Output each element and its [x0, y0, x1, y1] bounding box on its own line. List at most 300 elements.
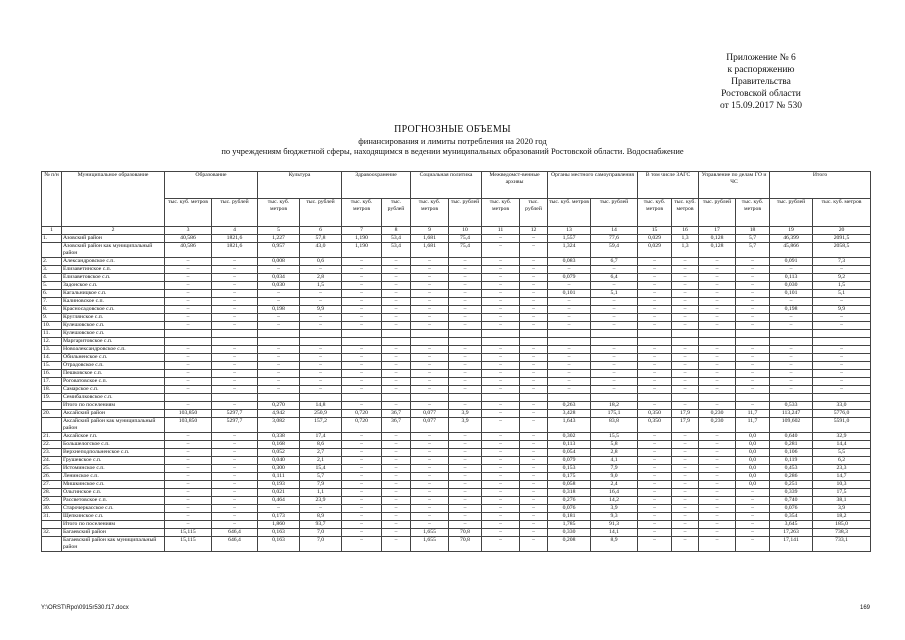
value-cell: – — [699, 362, 736, 370]
row-municipality-name: Истоминское с.п. — [62, 465, 165, 473]
value-cell — [770, 338, 813, 346]
value-cell: – — [699, 322, 736, 330]
value-cell: – — [258, 505, 300, 513]
value-cell: – — [699, 529, 736, 537]
value-cell: 5297,7 — [212, 410, 258, 418]
row-municipality-name: Итого по поселениям — [62, 521, 165, 529]
value-cell — [548, 394, 591, 402]
value-cell: – — [736, 282, 770, 290]
table-row — [42, 354, 871, 362]
value-cell: – — [520, 457, 548, 465]
value-cell: – — [638, 282, 672, 290]
value-cell: – — [165, 266, 212, 274]
value-cell: 0,106 — [770, 449, 813, 457]
row-municipality-name: Багаевский район — [62, 529, 165, 537]
row-number: 17. — [42, 378, 62, 386]
value-cell: – — [342, 290, 382, 298]
table-row — [42, 338, 871, 346]
value-cell: – — [342, 481, 382, 489]
value-cell: – — [165, 362, 212, 370]
value-cell: – — [520, 481, 548, 489]
value-cell: – — [813, 322, 871, 330]
value-cell: – — [382, 473, 411, 481]
value-cell: – — [165, 481, 212, 489]
value-cell: – — [770, 370, 813, 378]
value-cell: 7,0 — [300, 537, 342, 552]
header-zags: В том числе ЗАГС — [638, 172, 699, 199]
value-cell: 103,850 — [165, 410, 212, 418]
value-cell: – — [165, 457, 212, 465]
value-cell: – — [672, 378, 699, 386]
value-cell — [411, 394, 449, 402]
value-cell: 3,9 — [449, 418, 482, 433]
value-cell: 53,4 — [382, 243, 411, 258]
value-cell: 4,1 — [591, 457, 638, 465]
value-cell: – — [699, 402, 736, 410]
value-cell: – — [699, 354, 736, 362]
value-cell: 15,115 — [165, 529, 212, 537]
row-number: 21. — [42, 433, 62, 441]
value-cell: – — [342, 513, 382, 521]
value-cell: 10,3 — [813, 481, 871, 489]
column-number-cell: 10 — [449, 227, 482, 235]
value-cell: 0,453 — [770, 465, 813, 473]
value-cell: – — [520, 243, 548, 258]
value-cell: – — [212, 258, 258, 266]
value-cell: – — [165, 386, 212, 394]
row-municipality-name: Аксайский район — [62, 410, 165, 418]
value-cell: 5,7 — [736, 235, 770, 243]
column-number-cell: 20 — [813, 227, 871, 235]
table-row — [42, 274, 871, 282]
value-cell — [638, 394, 672, 402]
value-cell: 11,7 — [736, 418, 770, 433]
value-cell: – — [482, 481, 520, 489]
value-cell: – — [520, 449, 548, 457]
row-municipality-name: Кулешовское с.п. — [62, 322, 165, 330]
row-number: 15. — [42, 362, 62, 370]
value-cell: 0,079 — [548, 457, 591, 465]
value-cell: – — [382, 298, 411, 306]
value-cell: – — [165, 402, 212, 410]
value-cell: – — [638, 354, 672, 362]
value-cell: – — [638, 513, 672, 521]
unit-header-cell: тыс. рублей — [699, 199, 736, 227]
value-cell: – — [411, 282, 449, 290]
unit-header-cell: тыс. куб. метров — [736, 199, 770, 227]
value-cell: – — [482, 513, 520, 521]
table-row — [42, 394, 871, 402]
value-cell: – — [672, 402, 699, 410]
value-cell: 0,0 — [736, 433, 770, 441]
value-cell: – — [482, 258, 520, 266]
value-cell: – — [449, 457, 482, 465]
value-cell: 5,8 — [591, 441, 638, 449]
value-cell: – — [520, 441, 548, 449]
unit-header-cell: тыс. куб. метров — [258, 199, 300, 227]
header-municipality: Муниципальное образование — [62, 172, 165, 227]
value-cell: 0,957 — [258, 243, 300, 258]
row-municipality-name: Роговатовское с.п. — [62, 378, 165, 386]
value-cell: 646,4 — [212, 537, 258, 552]
value-cell: – — [736, 274, 770, 282]
value-cell: – — [300, 290, 342, 298]
value-cell: – — [699, 370, 736, 378]
value-cell: – — [520, 418, 548, 433]
value-cell: – — [699, 521, 736, 529]
value-cell: – — [342, 402, 382, 410]
value-cell: – — [449, 354, 482, 362]
value-cell: 0,0 — [736, 473, 770, 481]
value-cell: 36,7 — [382, 418, 411, 433]
value-cell: – — [258, 354, 300, 362]
appendix-line: к распоряжению — [727, 65, 795, 75]
value-cell: – — [736, 370, 770, 378]
value-cell — [591, 330, 638, 338]
value-cell: – — [699, 481, 736, 489]
value-cell — [342, 394, 382, 402]
value-cell: 0,128 — [699, 243, 736, 258]
value-cell: 0,300 — [258, 465, 300, 473]
document-title — [0, 124, 905, 156]
value-cell: – — [382, 370, 411, 378]
value-cell: – — [165, 473, 212, 481]
value-cell: – — [591, 266, 638, 274]
value-cell: 1,681 — [411, 243, 449, 258]
table-row — [42, 513, 871, 521]
value-cell — [638, 330, 672, 338]
value-cell: 0,339 — [770, 489, 813, 497]
value-cell: 70,8 — [449, 537, 482, 552]
value-cell: – — [699, 513, 736, 521]
value-cell: – — [699, 457, 736, 465]
value-cell — [699, 394, 736, 402]
row-municipality-name: Круглянское с.п. — [62, 314, 165, 322]
value-cell: 185,0 — [813, 521, 871, 529]
value-cell: – — [342, 354, 382, 362]
value-cell: 0,101 — [548, 290, 591, 298]
value-cell: 9,3 — [591, 513, 638, 521]
value-cell: – — [736, 258, 770, 266]
unit-header-cell: тыс. куб. метров — [342, 199, 382, 227]
value-cell: – — [165, 346, 212, 354]
row-municipality-name: Красносадовское с.п. — [62, 306, 165, 314]
value-cell: – — [638, 481, 672, 489]
value-cell: – — [449, 362, 482, 370]
value-cell — [382, 330, 411, 338]
table-row — [42, 497, 871, 505]
value-cell: – — [449, 306, 482, 314]
value-cell: – — [212, 441, 258, 449]
value-cell: – — [382, 322, 411, 330]
value-cell: – — [638, 362, 672, 370]
value-cell: – — [482, 537, 520, 552]
value-cell: – — [770, 386, 813, 394]
value-cell: – — [736, 513, 770, 521]
value-cell: – — [258, 266, 300, 274]
value-cell: 0,029 — [638, 235, 672, 243]
value-cell: 77,6 — [591, 235, 638, 243]
value-cell: – — [672, 258, 699, 266]
value-cell: 157,2 — [300, 418, 342, 433]
value-cell: 5,7 — [300, 473, 342, 481]
value-cell: – — [482, 497, 520, 505]
value-cell: – — [258, 370, 300, 378]
value-cell: – — [482, 410, 520, 418]
value-cell: – — [699, 465, 736, 473]
value-cell: 0,119 — [770, 457, 813, 465]
value-cell: – — [813, 370, 871, 378]
value-cell: 2058,5 — [813, 243, 871, 258]
value-cell: – — [342, 433, 382, 441]
value-cell: – — [382, 497, 411, 505]
value-cell: – — [672, 521, 699, 529]
value-cell: 0,168 — [258, 441, 300, 449]
value-cell: – — [342, 473, 382, 481]
value-cell: – — [736, 298, 770, 306]
value-cell — [258, 330, 300, 338]
value-cell: – — [638, 386, 672, 394]
value-cell: – — [449, 290, 482, 298]
value-cell: – — [638, 473, 672, 481]
value-cell: 2091,5 — [813, 235, 871, 243]
value-cell: – — [736, 362, 770, 370]
row-number: 3. — [42, 266, 62, 274]
value-cell: 0,030 — [770, 282, 813, 290]
value-cell: 4,942 — [258, 410, 300, 418]
value-cell: – — [520, 473, 548, 481]
value-cell: – — [672, 266, 699, 274]
value-cell: 2,8 — [591, 449, 638, 457]
value-cell: – — [212, 370, 258, 378]
unit-header-cell: тыс. куб. метров — [165, 199, 212, 227]
value-cell: 2,7 — [300, 449, 342, 457]
row-number: 19. — [42, 394, 62, 402]
row-municipality-name: Щепкинское с.п. — [62, 513, 165, 521]
value-cell: 0,0 — [736, 481, 770, 489]
value-cell: 3,9 — [449, 410, 482, 418]
column-number-cell: 8 — [382, 227, 411, 235]
value-cell: 83,8 — [591, 418, 638, 433]
value-cell: – — [382, 489, 411, 497]
value-cell: 0,0 — [736, 465, 770, 473]
value-cell: – — [411, 489, 449, 497]
value-cell: – — [342, 457, 382, 465]
value-cell: 17,263 — [770, 529, 813, 537]
value-cell: – — [342, 449, 382, 457]
value-cell: – — [411, 402, 449, 410]
value-cell: – — [770, 266, 813, 274]
value-cell: 59,4 — [591, 243, 638, 258]
value-cell: – — [165, 282, 212, 290]
value-cell: 2,8 — [300, 274, 342, 282]
value-cell: – — [165, 290, 212, 298]
value-cell: – — [212, 505, 258, 513]
value-cell: – — [411, 473, 449, 481]
value-cell: – — [258, 386, 300, 394]
page-number: 169 — [859, 605, 870, 611]
value-cell: – — [165, 258, 212, 266]
value-cell: 6,7 — [591, 258, 638, 266]
value-cell: – — [520, 314, 548, 322]
column-number-row — [42, 227, 871, 235]
value-cell — [411, 330, 449, 338]
value-cell — [672, 394, 699, 402]
value-cell: 0,040 — [258, 457, 300, 465]
row-number: 5. — [42, 282, 62, 290]
value-cell: – — [548, 370, 591, 378]
row-number — [42, 521, 62, 529]
value-cell: – — [411, 449, 449, 457]
value-cell: 1,643 — [548, 418, 591, 433]
value-cell: – — [736, 266, 770, 274]
value-cell: – — [770, 346, 813, 354]
value-cell: – — [300, 505, 342, 513]
row-municipality-name: Старочеркасское с.п. — [62, 505, 165, 513]
value-cell: – — [672, 433, 699, 441]
value-cell — [813, 338, 871, 346]
value-cell — [736, 394, 770, 402]
row-number — [42, 418, 62, 433]
value-cell: – — [382, 290, 411, 298]
value-cell: 43,0 — [300, 243, 342, 258]
value-cell: – — [813, 266, 871, 274]
table-row — [42, 290, 871, 298]
row-municipality-name: Обильненское с.п. — [62, 354, 165, 362]
value-cell: 1,655 — [411, 529, 449, 537]
value-cell: – — [382, 258, 411, 266]
value-cell: – — [548, 306, 591, 314]
value-cell: – — [736, 402, 770, 410]
value-cell: 2,4 — [591, 481, 638, 489]
column-number-cell: 6 — [300, 227, 342, 235]
value-cell: 0,175 — [548, 473, 591, 481]
table-row — [42, 410, 871, 418]
value-cell — [258, 394, 300, 402]
value-cell — [699, 330, 736, 338]
value-cell: – — [411, 346, 449, 354]
row-number: 6. — [42, 290, 62, 298]
value-cell: 8,9 — [591, 537, 638, 552]
value-cell: – — [165, 354, 212, 362]
value-cell: – — [672, 513, 699, 521]
value-cell: – — [736, 505, 770, 513]
value-cell — [770, 394, 813, 402]
column-number-cell: 5 — [258, 227, 300, 235]
value-cell: – — [482, 274, 520, 282]
value-cell: 9,9 — [813, 306, 871, 314]
value-cell — [258, 338, 300, 346]
value-cell: – — [672, 481, 699, 489]
row-municipality-name: Кагальницкое с.п. — [62, 290, 165, 298]
table-row — [42, 418, 871, 433]
value-cell: 38,1 — [813, 497, 871, 505]
value-cell: 250,9 — [300, 410, 342, 418]
value-cell: – — [258, 298, 300, 306]
value-cell: – — [165, 505, 212, 513]
value-cell: – — [165, 322, 212, 330]
value-cell: – — [382, 465, 411, 473]
value-cell: – — [736, 354, 770, 362]
row-number — [42, 402, 62, 410]
value-cell: 0,101 — [770, 290, 813, 298]
value-cell: – — [449, 489, 482, 497]
appendix-line: от 15.09.2017 № 530 — [720, 101, 802, 111]
value-cell: 40,586 — [165, 235, 212, 243]
value-cell: – — [672, 505, 699, 513]
value-cell: – — [300, 314, 342, 322]
value-cell: – — [300, 354, 342, 362]
value-cell: – — [382, 481, 411, 489]
row-municipality-name: Аксайское г.п. — [62, 433, 165, 441]
value-cell: 0,533 — [770, 402, 813, 410]
value-cell: – — [672, 370, 699, 378]
value-cell — [300, 330, 342, 338]
value-cell — [813, 394, 871, 402]
row-municipality-name: Отрадовское с.п. — [62, 362, 165, 370]
value-cell: 0,302 — [548, 433, 591, 441]
value-cell: – — [672, 441, 699, 449]
value-cell: – — [813, 386, 871, 394]
value-cell: 0,0 — [736, 441, 770, 449]
value-cell: 0,058 — [548, 481, 591, 489]
value-cell: – — [411, 433, 449, 441]
value-cell: – — [165, 521, 212, 529]
value-cell: 0,198 — [770, 306, 813, 314]
value-cell: 18,2 — [591, 402, 638, 410]
value-cell: 0,077 — [411, 410, 449, 418]
table-row — [42, 370, 871, 378]
value-cell: 1,860 — [258, 521, 300, 529]
value-cell: 0,091 — [770, 258, 813, 266]
value-cell: 5,7 — [736, 243, 770, 258]
value-cell: – — [212, 314, 258, 322]
column-number-cell: 17 — [699, 227, 736, 235]
value-cell: – — [411, 290, 449, 298]
value-cell: – — [548, 354, 591, 362]
value-cell: 0,208 — [548, 537, 591, 552]
value-cell: – — [449, 513, 482, 521]
value-cell: – — [638, 465, 672, 473]
value-cell: – — [449, 473, 482, 481]
value-cell — [449, 330, 482, 338]
value-cell: – — [699, 386, 736, 394]
value-cell: – — [699, 266, 736, 274]
value-cell: 0,251 — [770, 481, 813, 489]
column-number-cell: 15 — [638, 227, 672, 235]
value-cell: – — [672, 449, 699, 457]
unit-header-cell: тыс. рублей — [770, 199, 813, 227]
value-cell: – — [699, 433, 736, 441]
value-cell: – — [212, 266, 258, 274]
unit-header-cell: тыс. рублей — [449, 199, 482, 227]
value-cell: – — [258, 314, 300, 322]
value-cell: – — [482, 235, 520, 243]
column-number-cell: 19 — [770, 227, 813, 235]
value-cell: 16,4 — [591, 489, 638, 497]
value-cell: – — [382, 513, 411, 521]
value-cell: 0,128 — [699, 235, 736, 243]
value-cell: – — [342, 274, 382, 282]
unit-header-cell: тыс. куб. метров — [482, 199, 520, 227]
value-cell: 0,079 — [548, 274, 591, 282]
file-path: Y:\ORST\Rpo\0915r530.f17.docx — [41, 605, 129, 611]
row-number: 25. — [42, 465, 62, 473]
value-cell: 0,173 — [258, 513, 300, 521]
value-cell: 5776,0 — [813, 410, 871, 418]
value-cell — [591, 338, 638, 346]
value-cell: – — [258, 362, 300, 370]
